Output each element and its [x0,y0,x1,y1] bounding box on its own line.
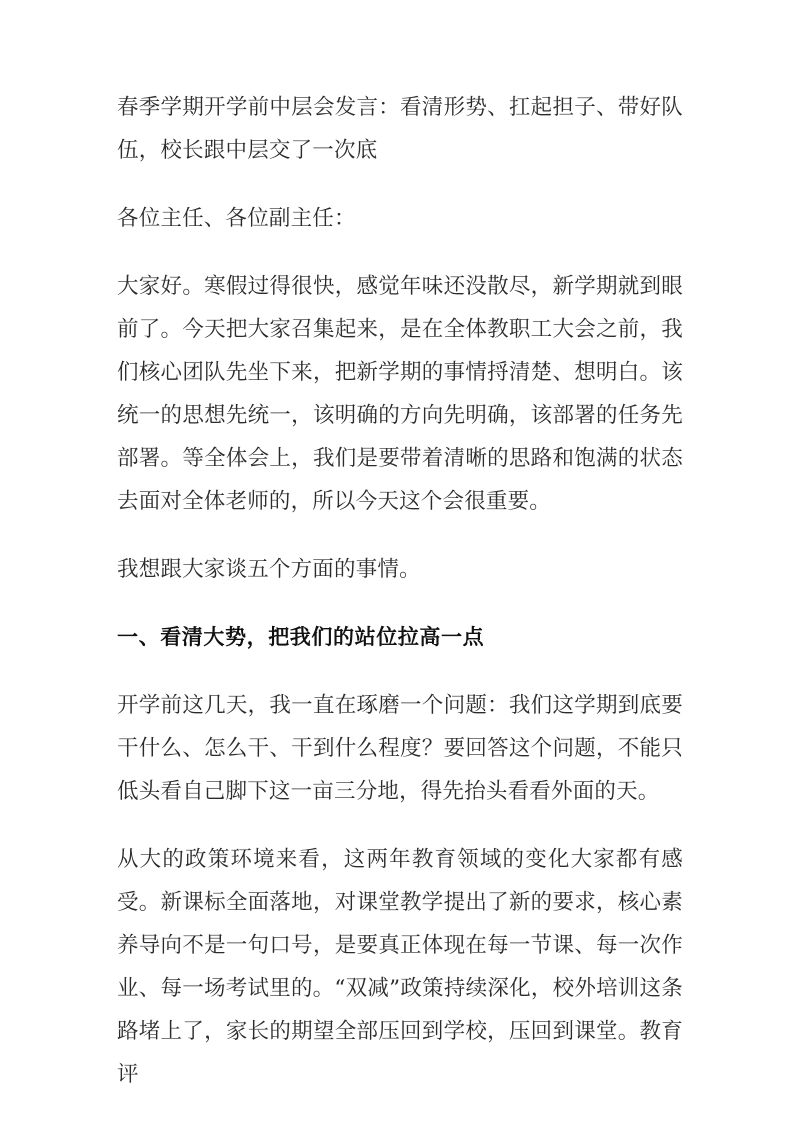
paragraph-semester-question: 开学前这几天，我一直在琢磨一个问题：我们这学期到底要干什么、怎么干、干到什么程度？要回答这个问题，不能只低头看自己脚下这一亩三分地，得先抬头看看外面的天。 [117,693,683,804]
section-heading-1: 一、看清大势，把我们的站位拉高一点 [117,625,485,649]
document-body [117,86,683,1096]
paragraph-five-topics: 我想跟大家谈五个方面的事情。 [117,557,421,582]
document-title: 春季学期开学前中层会发言：看清形势、扛起担子、带好队伍，校长跟中层交了一次底 [117,95,683,163]
salutation-line: 各位主任、各位副主任： [117,206,356,231]
paragraph-policy-environment: 从大的政策环境来看，这两年教育领域的变化大家都有感受。新课标全面落地，对课堂教学提出了新的要求，核心素养导向不是一句口号，是要真正体现在每一节课、每一次作业、每一场考试里的。“双减”政策持续深化，校外培训这条路堵上了，家长的期望全部压回到学校，压回到课堂。教育评 [117,847,683,1087]
paragraph-opening-remarks: 大家好。寒假过得很快，感觉年味还没散尽，新学期就到眼前了。今天把大家召集起来，是在全体教职工大会之前，我们核心团队先坐下来，把新学期的事情捋清楚、想明白。该统一的思想先统一，该明确的方向先明确，该部署的任务先部署。等全体会上，我们是要带着清晰的思路和饱满的状态去面对全体老师的，所以今天这个会很重要。 [117,274,683,514]
